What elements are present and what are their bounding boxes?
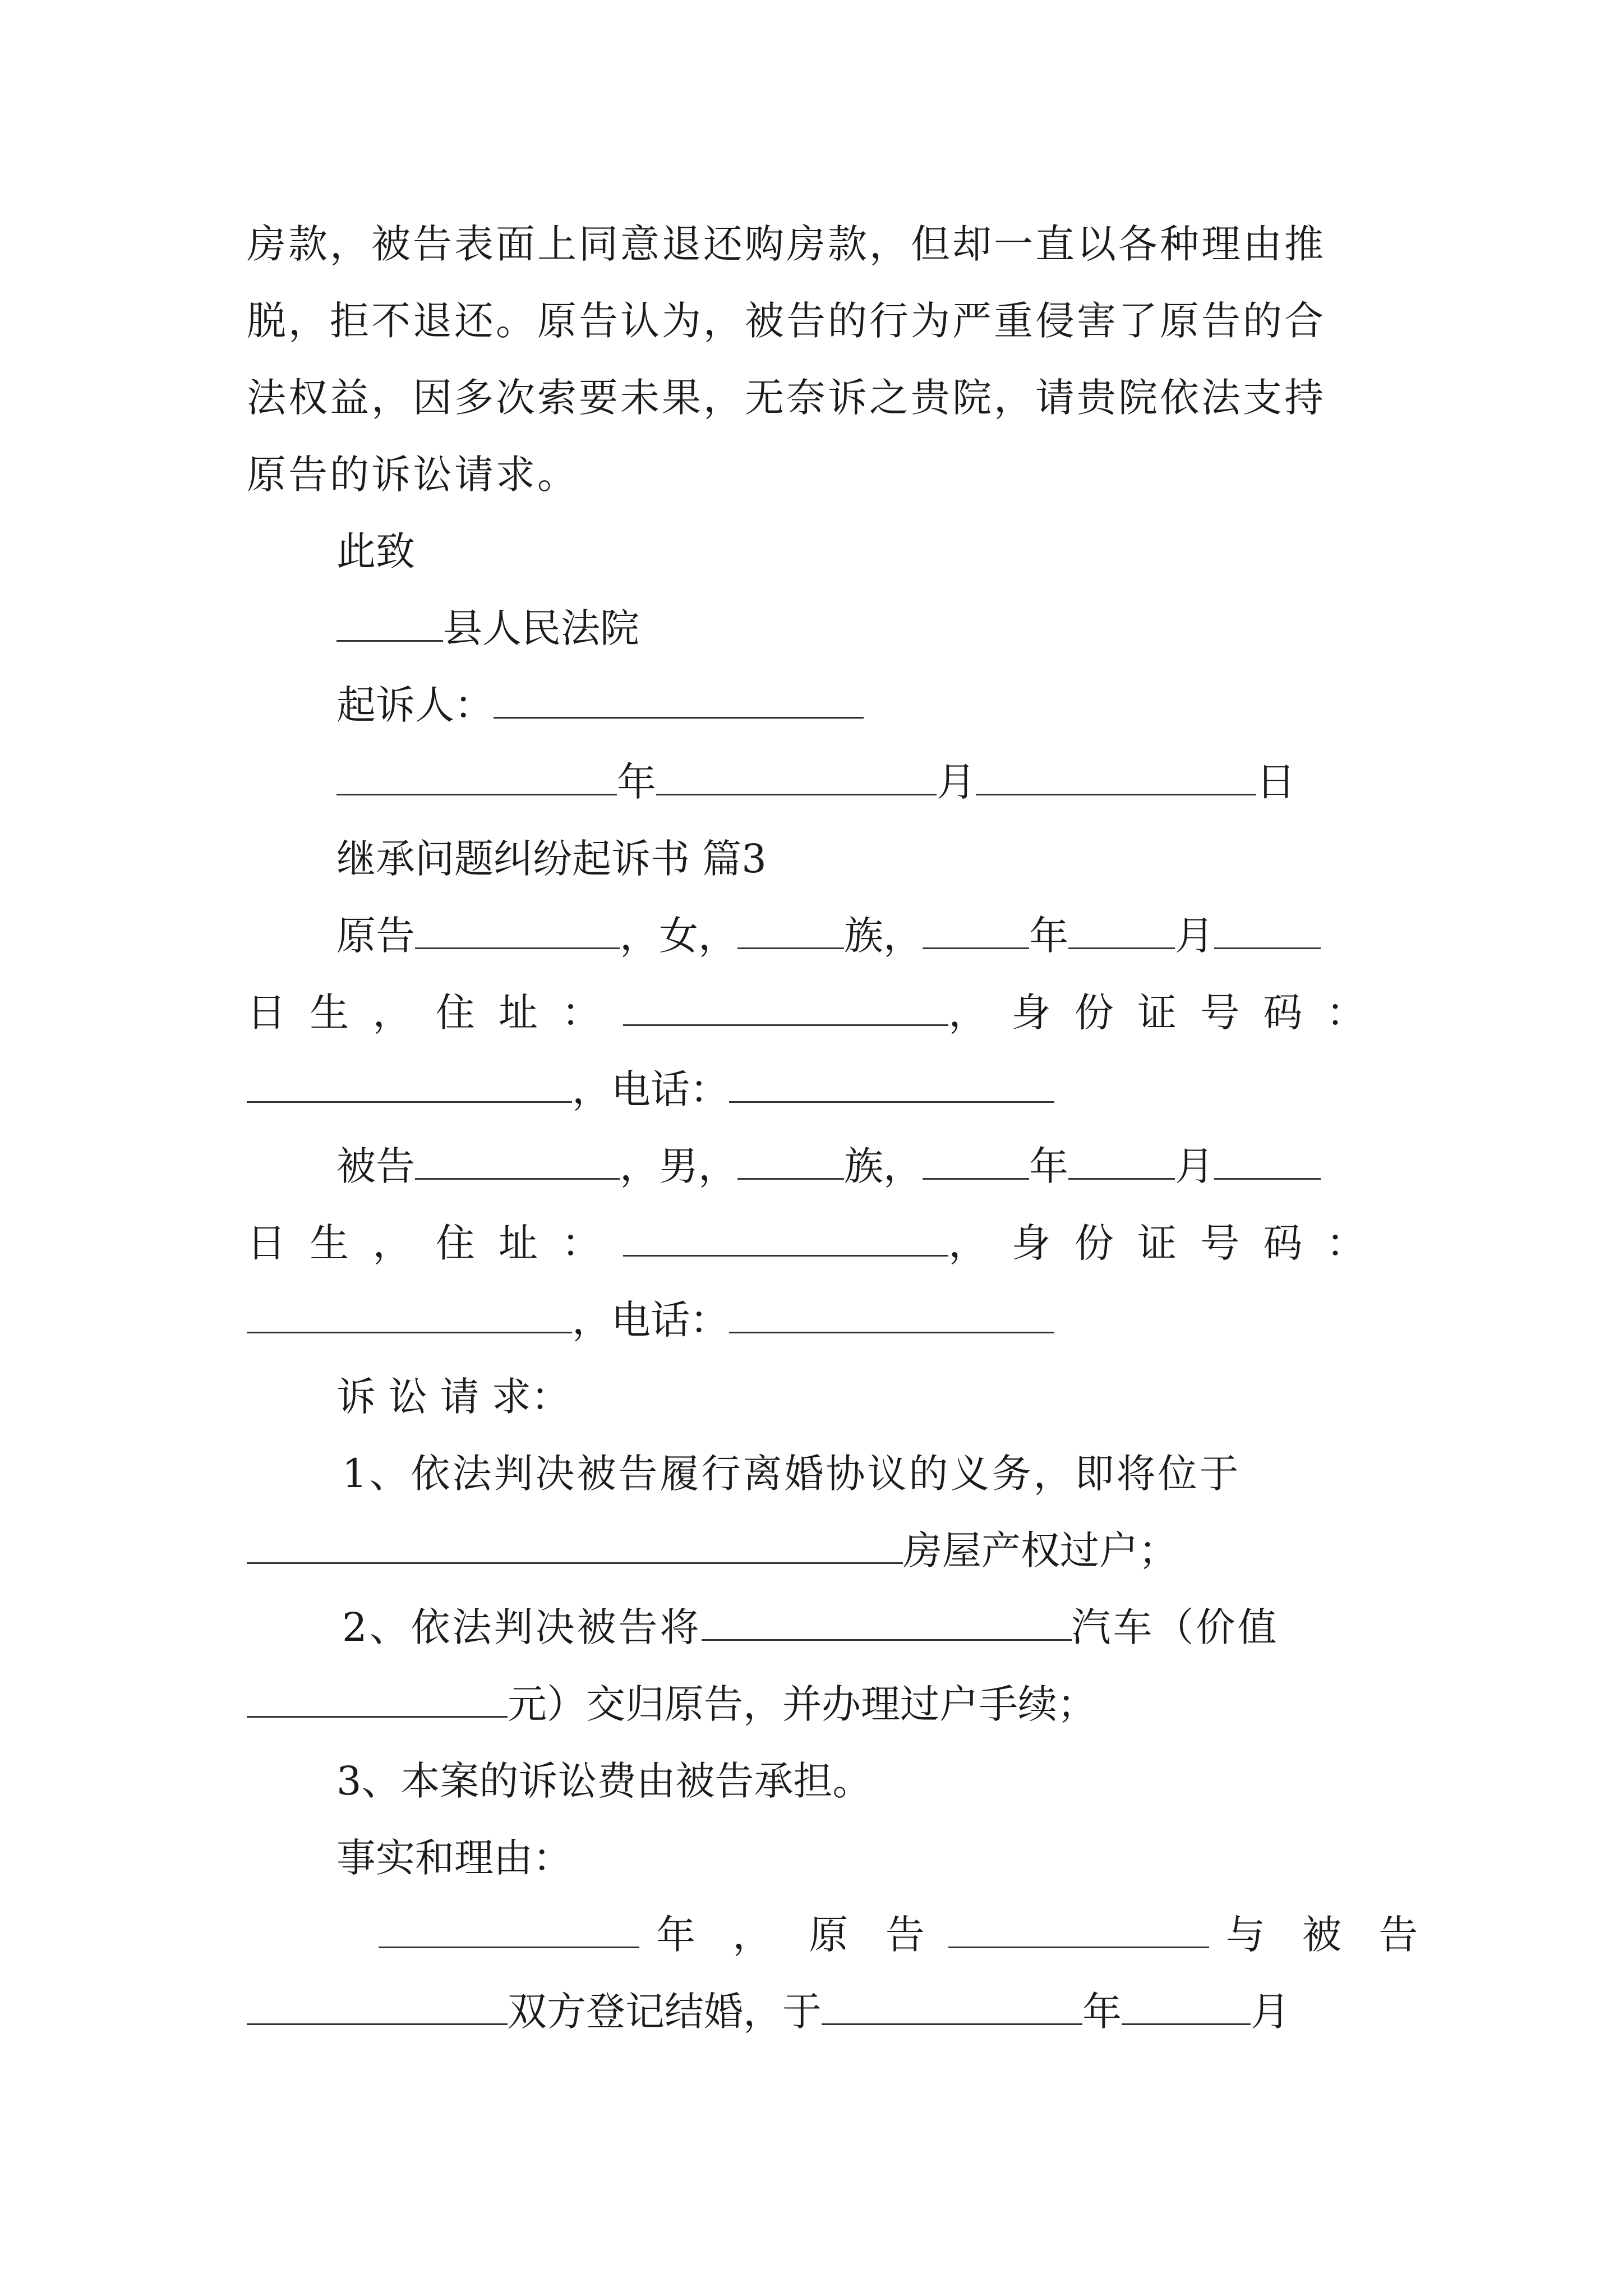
year-blank [336,757,617,795]
plaintiff-line-3: ，电话： [247,1061,1054,1117]
claim-item-2-cont: 元）交归原告，并办理过户手续； [247,1676,1096,1732]
court-line: 县人民法院 [336,600,639,656]
paragraph-line: 脱，拒不退还。原告认为，被告的行为严重侵害了原告的合 [247,298,1326,344]
month-blank [656,757,937,795]
defendant-phone-blank [729,1295,1054,1333]
defendant-year-blank [923,1141,1029,1180]
plaintiff-id-blank [247,1064,572,1103]
defendant-line-1: 被告 ，男， 族， 年 月 [336,1138,1321,1194]
facts-heading: 事实和理由： [336,1835,572,1881]
plaintiff-line-1: 原告 ，女， 族， 年 月 [336,908,1321,964]
signature-blank [494,680,864,719]
defendant-ethnic-blank [737,1141,844,1180]
plaintiff-day-blank [1214,910,1321,949]
facts-plaintiff-blank [948,1910,1209,1948]
section-title: 继承问题纠纷起诉书 篇3 [336,836,767,882]
vehicle-blank [702,1602,1072,1641]
claims-heading: 诉 讼 请 求： [336,1374,570,1420]
signature-line [336,677,864,733]
plaintiff-phone-blank [729,1064,1054,1103]
defendant-id-blank [247,1295,572,1333]
plaintiff-month-blank [1068,910,1175,949]
facts-month-blank [1122,1986,1251,2025]
vehicle-value-blank [247,1679,508,1718]
defendant-month-blank [1068,1141,1175,1180]
facts-line-1: 年 ， 原 告 与 被 告 [379,1907,1430,1963]
defendant-address-blank [623,1218,948,1257]
claim-item-1: 1、依法判决被告履行离婚协议的义务，即将位于 [342,1451,1241,1497]
day-blank [976,757,1256,795]
claim-item-2: 2、依法判决被告将 汽车（价值 [342,1599,1279,1655]
plaintiff-address-blank [623,987,948,1026]
marriage-year-blank [379,1910,639,1948]
defendant-day-blank [1214,1141,1321,1180]
closing-greeting: 此致 [336,528,415,574]
claim-item-3: 3、本案的诉讼费由被告承担。 [336,1758,872,1804]
signature-label: 起诉人： [336,682,494,728]
property-location-blank [247,1525,903,1564]
date-line: 年 月 日 [336,754,1295,810]
paragraph-line: 房款，被告表面上同意退还购房款，但却一直以各种理由推 [247,221,1326,267]
plaintiff-name-blank [415,910,620,949]
plaintiff-line-2: 日 生 ， 住 址 ： ， 身 份 证 号 码 ： [247,984,1371,1041]
plaintiff-ethnic-blank [737,910,844,949]
defendant-name-blank [415,1141,620,1180]
facts-year-blank [822,1986,1082,2025]
paragraph-line: 法权益，因多次索要未果，无奈诉之贵院，请贵院依法支持 [247,375,1326,421]
facts-line-2: 双方登记结婚，于 年 月 [247,1984,1290,2040]
claim-item-1-cont: 房屋产权过户； [247,1522,1178,1579]
facts-defendant-blank [247,1986,508,2025]
defendant-line-2: 日 生 ， 住 址 ： ， 身 份 证 号 码 ： [247,1215,1371,1271]
court-name-blank [336,603,443,642]
paragraph-line: 原告的诉讼请求。 [247,452,579,498]
plaintiff-year-blank [923,910,1029,949]
defendant-line-3: ，电话： [247,1292,1054,1348]
